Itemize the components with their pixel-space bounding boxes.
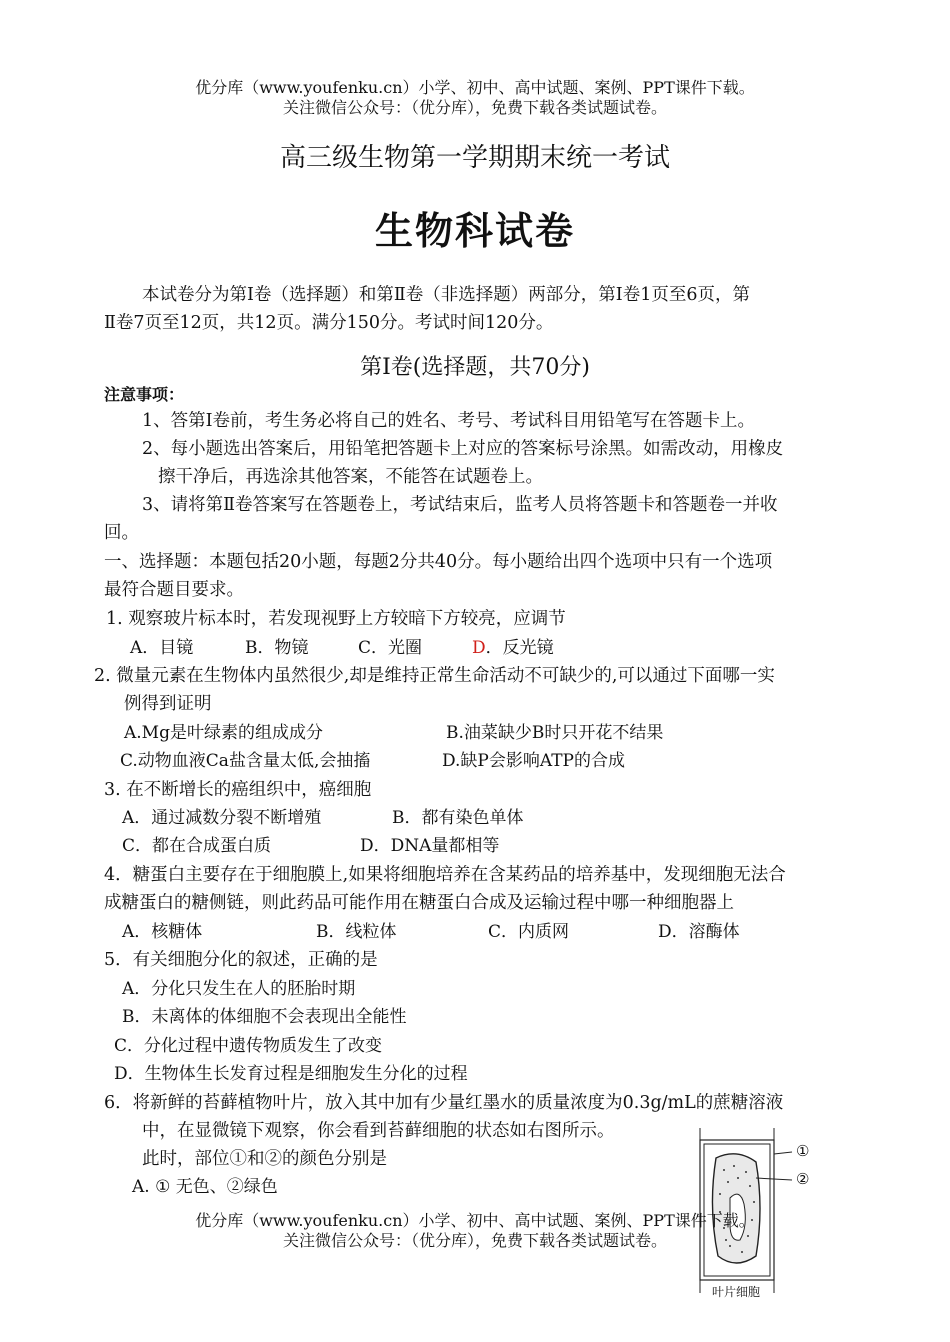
q4-option-b: B．线粒体: [316, 922, 397, 942]
q1-option-a: A．目镜: [130, 638, 194, 658]
note-2-line-2: 擦干净后，再选涂其他答案，不能答在试题卷上。: [158, 467, 543, 487]
header-line-2: 关注微信公众号：（优分库），免费下载各类试题试卷。: [282, 98, 667, 117]
q1-answer-letter: D: [472, 638, 486, 658]
q5-option-d: D．生物体生长发育过程是细胞发生分化的过程: [114, 1064, 468, 1084]
part1-line-2: 最符合题目要求。: [104, 580, 244, 600]
note-3-line-1: 3、请将第Ⅱ卷答案写在答题卷上，考试结束后，监考人员将答题卡和答题卷一并收: [142, 495, 778, 515]
footer-line-1: 优分库（www.youfenku.cn）小学、初中、高中试题、案例、PPT课件下载。: [195, 1211, 755, 1230]
q5-option-b: B．未离体的体细胞不会表现出全能性: [122, 1007, 407, 1027]
q2-option-c: C.动物血液Ca盐含量太低,会抽搐: [120, 751, 371, 771]
note-1: 1、答第Ⅰ卷前，考生务必将自己的姓名、考号、考试科目用铅笔写在答题卡上。: [142, 411, 756, 431]
q1-option-b: B．物镜: [245, 638, 309, 658]
q2-stem-line-1: 2. 微量元素在生物体内虽然很少,却是维持正常生命活动不可缺少的,可以通过下面哪一实: [94, 666, 775, 686]
exam-title: 高三级生物第一学期期末统一考试: [279, 143, 670, 173]
q6-option-a: A. ① 无色、②绿色: [132, 1177, 278, 1197]
note-3-line-2: 回。: [104, 523, 139, 543]
q3-option-c: C．都在合成蛋白质: [122, 836, 272, 856]
q1-stem: 1. 观察玻片标本时，若发现视野上方较暗下方较亮，应调节: [106, 609, 566, 629]
intro-line-2: Ⅱ卷7页至12页，共12页。满分150分。考试时间120分。: [104, 313, 554, 333]
q2-option-b: B.油菜缺少B时只开花不结果: [446, 723, 664, 743]
q3-option-d: D．DNA量都相等: [360, 836, 500, 856]
intro-line-1: 本试卷分为第Ⅰ卷（选择题）和第Ⅱ卷（非选择题）两部分，第Ⅰ卷1页至6页，第: [142, 285, 750, 305]
q6-stem-line-1: 6．将新鲜的苔藓植物叶片，放入其中加有少量红墨水的质量浓度为0.3g/mL的蔗糖溶液: [104, 1093, 784, 1113]
figure-caption: 叶片细胞: [712, 1285, 761, 1299]
q2-option-d: D.缺P会影响ATP的合成: [442, 751, 625, 771]
header-line-1: 优分库（www.youfenku.cn）小学、初中、高中试题、案例、PPT课件下载。: [195, 78, 755, 97]
footer-line-2: 关注微信公众号：（优分库），免费下载各类试题试卷。: [282, 1231, 667, 1250]
q6-stem-line-3: 此时，部位①和②的颜色分别是: [142, 1149, 387, 1169]
section-title: 第Ⅰ卷(选择题，共70分): [360, 355, 590, 380]
q3-stem: 3. 在不断增长的癌组织中，癌细胞: [104, 780, 372, 800]
notes-heading: 注意事项：: [104, 385, 185, 404]
q3-option-b: B．都有染色单体: [392, 808, 524, 828]
q5-option-c: C．分化过程中遗传物质发生了改变: [114, 1036, 383, 1056]
q2-option-a: A.Mg是叶绿素的组成成分: [124, 723, 323, 743]
q4-option-a: A．核糖体: [122, 922, 203, 942]
q4-stem-line-1: 4．糖蛋白主要存在于细胞膜上,如果将细胞培养在含某药品的培养基中，发现细胞无法合: [104, 865, 786, 885]
q4-option-c: C．内质网: [488, 922, 570, 942]
q1-option-d: [472, 636, 554, 660]
q3-option-a: A．通过减数分裂不断增殖: [122, 808, 322, 828]
q1-option-d-text: ．反光镜: [485, 638, 554, 658]
q4-stem-line-2: 成糖蛋白的糖侧链，则此药品可能作用在糖蛋白合成及运输过程中哪一种细胞器上: [104, 893, 734, 913]
q1-option-c: C．光圈: [358, 638, 423, 658]
q6-stem-line-2: 中，在显微镜下观察，你会看到苔藓细胞的状态如右图所示。: [142, 1121, 615, 1141]
part1-line-1: 一、选择题：本题包括20小题，每题2分共40分。每小题给出四个选项中只有一个选项: [104, 552, 773, 572]
q5-option-a: A．分化只发生在人的胚胎时期: [122, 979, 356, 999]
figure-label-1: ①: [796, 1142, 810, 1160]
figure-label-2: ②: [796, 1170, 810, 1188]
paper-title: 生物科试卷: [374, 208, 575, 253]
q2-stem-line-2: 例得到证明: [124, 694, 212, 714]
q4-option-d: D．溶酶体: [658, 922, 740, 942]
note-2-line-1: 2、每小题选出答案后，用铅笔把答题卡上对应的答案标号涂黑。如需改动，用橡皮: [142, 439, 784, 459]
q5-stem: 5．有关细胞分化的叙述，正确的是: [104, 950, 378, 970]
